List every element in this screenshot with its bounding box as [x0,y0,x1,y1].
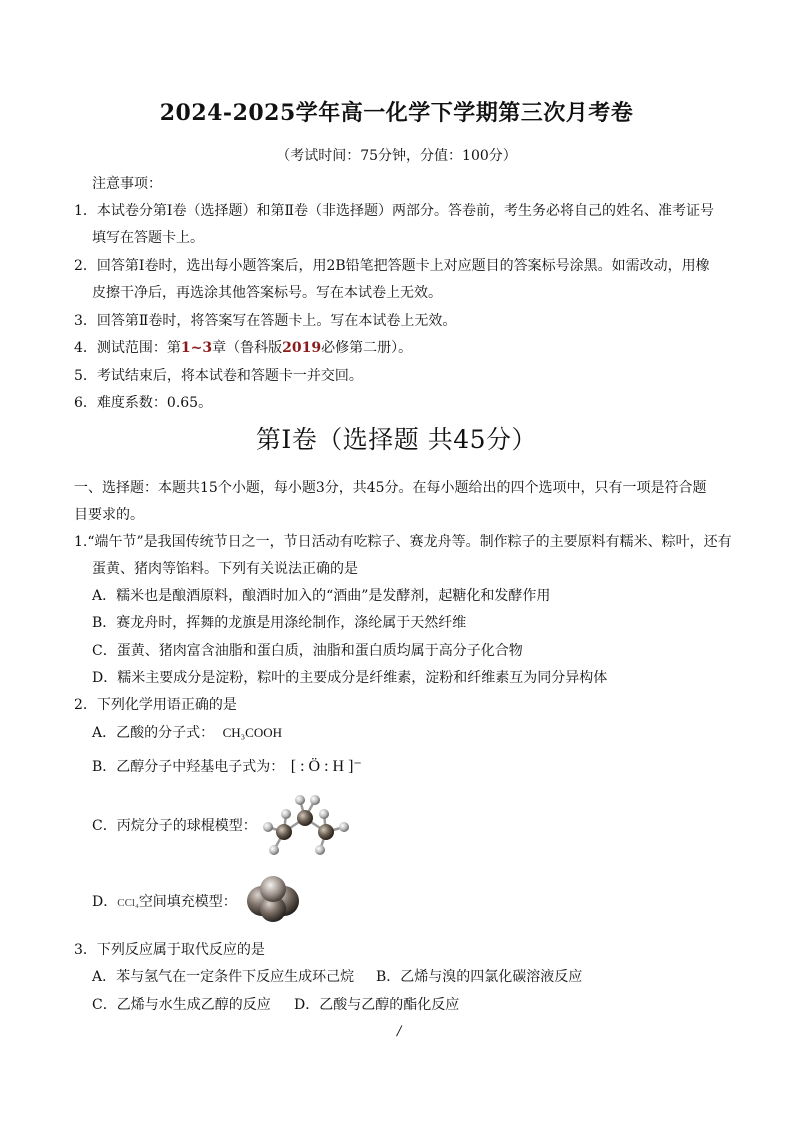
notice-text: 章（鲁科版 [212,340,283,356]
option-text: 空间填充模型： [138,894,237,910]
exam-info: （考试时间：75分钟，分值：100分） [276,148,517,164]
question-2-option-a [92,723,282,743]
question-1-stem-cont: 蛋黄、猪肉等馅料。下列有关说法正确的是 [92,561,358,577]
notice-number: 4． [74,340,97,356]
edition-year: 2019 [282,340,322,356]
chapter-range: 1~3 [180,340,213,356]
question-3-stem: 3．下列反应属于取代反应的是 [74,942,265,958]
part-intro-cont: 目要求的。 [74,507,144,523]
option-text: B．乙醇分子中羟基电子式为： [92,759,285,775]
notice-text-cont: 皮擦干净后，再选涂其他答案标号。写在本试卷上无效。 [92,285,442,301]
question-3-option-b: B．乙烯与溴的四氯化碳溶液反应 [376,969,583,985]
option-text: A．乙酸的分子式： [92,725,215,741]
question-3-option-c: C．乙烯与水生成乙醇的反应 [92,997,271,1013]
ccl4-space-filling-model-icon [244,874,302,922]
notice-number: 1． [74,203,97,219]
question-1-stem: 1.“端午节”是我国传统节日之一，节日活动有吃粽子、赛龙舟等。制作粽子的主要原料有糯米、粽叶，还有 [74,534,732,550]
question-1-option-a: A．糯米也是酿酒原料，酿酒时加入的“酒曲”是发酵剂，起糖化和发酵作用 [92,588,551,604]
question-3-option-a: A．苯与氢气在一定条件下反应生成环己烷 [92,969,355,985]
notice-item [74,338,412,358]
notice-text: 回答第Ⅱ卷时，将答案写在答题卡上。写在本试卷上无效。 [96,313,457,329]
question-2-option-d [92,892,237,913]
notice-text: 考试结束后，将本试卷和答题卡一并交回。 [96,368,363,384]
question-2-option-c: C．丙烷分子的球棍模型： [92,818,257,834]
notice-item [74,311,456,331]
option-label: D． [92,894,118,910]
part-intro: 一、选择题：本题共15个小题，每小题3分，共45分。在每小题给出的四个选项中，只有一项是符合题 [74,480,707,496]
section-title: 第Ⅰ卷（选择题 共45分） [255,425,538,454]
ccl4-formula: CCl₄ [117,897,139,909]
notice-item [74,201,714,221]
notice-number: 6． [74,395,97,411]
question-1-option-b: B．赛龙舟时，挥舞的龙旗是用涤纶制作，涤纶属于天然纤维 [92,615,467,631]
notice-text: 必修第二册）。 [321,340,413,356]
notice-item [74,393,212,413]
notice-text: 本试卷分第Ⅰ卷（选择题）和第Ⅱ卷（非选择题）两部分。答卷前，考生务必将自己的姓名、准考证号 [96,203,714,219]
question-1-option-c: C．蛋黄、猪肉富含油脂和蛋白质，油脂和蛋白质均属于高分子化合物 [92,643,523,659]
notice-text: 回答第Ⅰ卷时，选出每小题答案后，用2B铅笔把答题卡上对应题目的答案标号涂黑。如需改动，用橡 [96,258,710,274]
propane-ball-stick-model-icon [256,790,360,860]
question-2-option-b [92,757,362,777]
page-title: 2024-2025学年高一化学下学期第三次月考卷 [159,100,634,126]
notice-number: 5． [74,368,97,384]
notice-item [74,366,363,386]
notice-heading: 注意事项： [92,176,162,192]
question-3-option-d: D．乙酸与乙醇的酯化反应 [294,997,460,1013]
notice-text: 测试范围：第 [96,340,181,356]
notice-text: 难度系数：0.65。 [96,395,213,411]
notice-item [74,256,710,276]
notice-number: 2． [74,258,97,274]
notice-number: 3． [74,313,97,329]
notice-text-cont: 填写在答题卡上。 [92,230,204,246]
question-1-option-d: D．糯米主要成分是淀粉，粽叶的主要成分是纤维素，淀粉和纤维素互为同分异构体 [92,670,608,686]
hydroxyl-electron-formula: [ : Ö : H ]⁻ [290,758,362,775]
question-2-stem: 2．下列化学用语正确的是 [74,697,237,713]
acetic-acid-formula: CH₃COOH [222,725,283,740]
page-footer-mark: / [397,1024,402,1039]
